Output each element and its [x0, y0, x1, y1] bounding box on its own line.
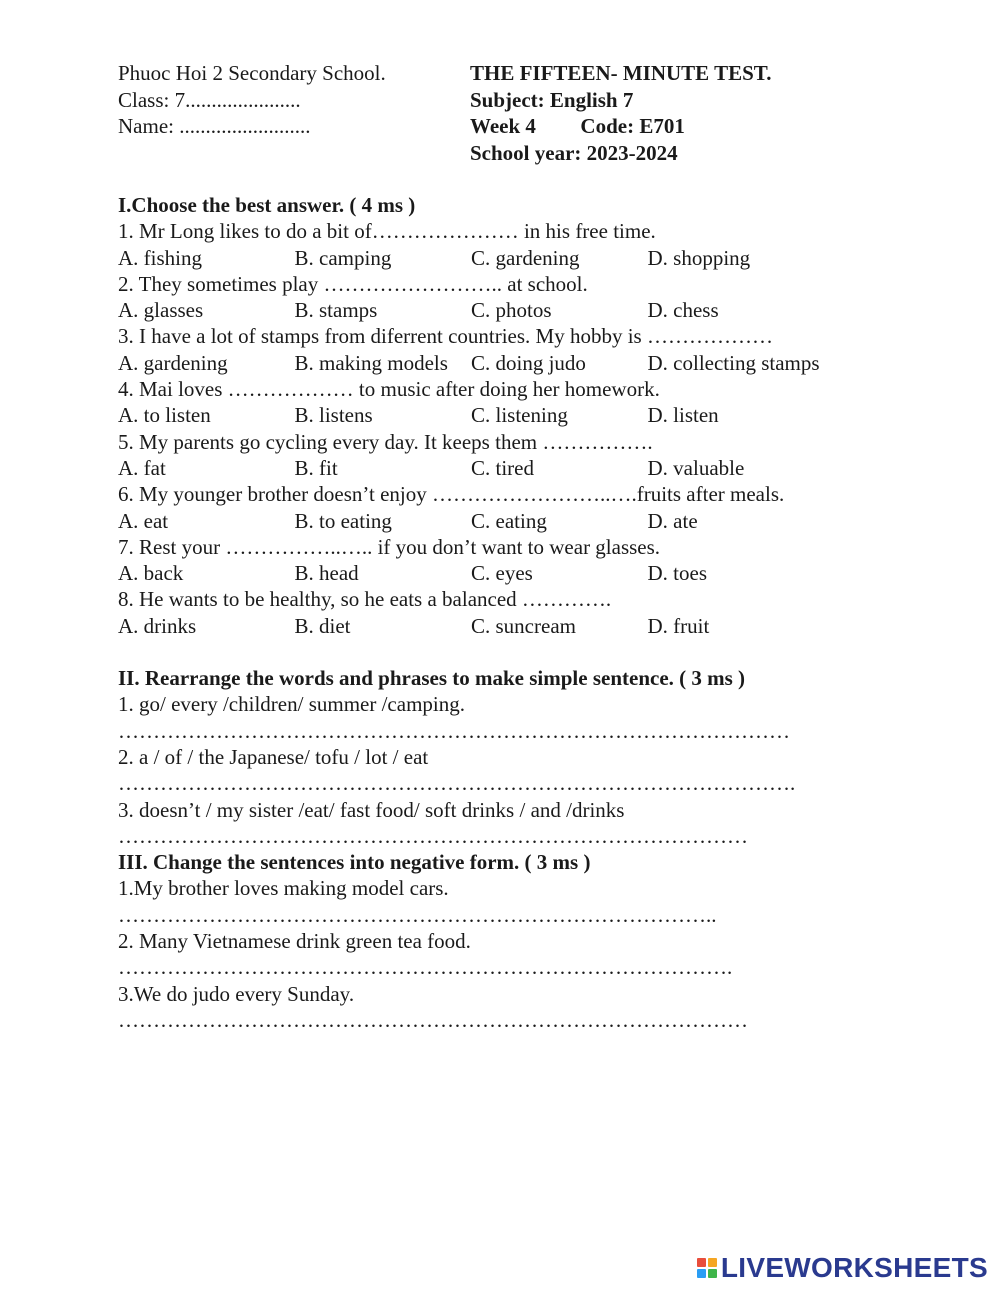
option-b[interactable]: B. camping: [294, 245, 392, 270]
test-title: THE FIFTEEN- MINUTE TEST.: [470, 61, 772, 85]
option-d[interactable]: D. listen: [647, 403, 719, 428]
answer-line[interactable]: ………………………………………………………………………………: [118, 823, 748, 848]
question: [118, 481, 898, 534]
class-field: Class: 7......................: [118, 87, 301, 112]
option-c[interactable]: C. listening: [471, 403, 568, 428]
option-c[interactable]: C. eating: [471, 508, 547, 533]
school-year: School year: 2023-2024: [470, 140, 678, 165]
option-a[interactable]: A. fishing: [118, 245, 202, 270]
option-a[interactable]: A. drinks: [118, 613, 197, 638]
question: [118, 534, 898, 587]
question-text: 8. He wants to be healthy, so he eats a balanced ………….: [118, 587, 612, 612]
options-row: [118, 613, 898, 639]
question: [118, 586, 898, 639]
question: [118, 271, 898, 324]
option-a[interactable]: A. gardening: [118, 350, 228, 375]
question-text: 6. My younger brother doesn’t enjoy ……………………..….fruits after meals.: [118, 482, 785, 507]
option-b[interactable]: B. fit: [294, 455, 338, 480]
school-name: Phuoc Hoi 2 Secondary School.: [118, 61, 386, 85]
option-a[interactable]: A. glasses: [118, 298, 204, 323]
option-b[interactable]: B. to eating: [294, 508, 392, 533]
option-b[interactable]: B. listens: [294, 403, 373, 428]
option-b[interactable]: B. diet: [294, 613, 351, 638]
question: [118, 218, 898, 271]
option-d[interactable]: D. fruit: [647, 613, 710, 638]
question-text: 1. Mr Long likes to do a bit of………………… in his free time.: [118, 219, 656, 244]
option-c[interactable]: C. gardening: [471, 245, 580, 270]
liveworksheets-brand: [697, 1252, 988, 1284]
option-b[interactable]: B. making models: [294, 350, 448, 375]
option-c[interactable]: C. photos: [471, 298, 552, 323]
question: [118, 429, 898, 482]
option-d[interactable]: D. valuable: [647, 455, 745, 480]
question-text: 5. My parents go cycling every day. It keeps them …………….: [118, 429, 653, 454]
prompt: 1. go/ every /children/ summer /camping.: [118, 692, 465, 717]
answer-line[interactable]: ……………………………………………………………………………………: [118, 718, 790, 743]
option-a[interactable]: A. eat: [118, 508, 169, 533]
brand-name: LIVEWORKSHEETS: [720, 1252, 988, 1283]
question-text: 2. They sometimes play …………………….. at school.: [118, 271, 588, 296]
worksheet: [118, 60, 898, 1033]
week-code: [470, 113, 685, 140]
options-row: [118, 455, 898, 481]
question: [118, 376, 898, 429]
option-a[interactable]: A. to listen: [118, 403, 211, 428]
option-d[interactable]: D. collecting stamps: [647, 350, 820, 375]
option-c[interactable]: C. doing judo: [471, 350, 586, 375]
section-title: II. Rearrange the words and phrases to make simple sentence. ( 3 ms ): [118, 666, 746, 691]
section-rearrange: [118, 665, 898, 849]
question-text: 3. I have a lot of stamps from diferrent countries. My hobby is ………………: [118, 324, 773, 349]
options-row: [118, 350, 898, 376]
code: Code: E701: [580, 114, 685, 138]
name-field: Name: .........................: [118, 114, 311, 138]
subject: Subject: English 7: [470, 87, 634, 112]
prompt: 1.My brother loves making model cars.: [118, 876, 449, 901]
options-row: [118, 245, 898, 271]
option-d[interactable]: D. toes: [647, 561, 707, 586]
answer-line[interactable]: …………………………………………………………………………….: [118, 955, 733, 980]
answer-line[interactable]: ………………………………………………………………………………: [118, 1007, 748, 1032]
option-d[interactable]: D. ate: [647, 508, 698, 533]
option-d[interactable]: D. shopping: [647, 245, 751, 270]
question-text: 4. Mai loves ……………… to music after doing her homework.: [118, 377, 660, 402]
options-row: [118, 297, 898, 323]
header: [118, 60, 898, 172]
answer-line[interactable]: …………………………………………………………………………..: [118, 902, 717, 927]
liveworksheets-logo-icon: [697, 1258, 717, 1278]
prompt: 2. Many Vietnamese drink green tea food.: [118, 929, 471, 954]
option-a[interactable]: A. fat: [118, 455, 166, 480]
option-c[interactable]: C. eyes: [471, 561, 533, 586]
section-title: III. Change the sentences into negative form. ( 3 ms ): [118, 850, 591, 875]
prompt: 2. a / of / the Japanese/ tofu / lot / eat: [118, 744, 429, 769]
option-b[interactable]: B. head: [294, 561, 359, 586]
week: Week 4: [470, 114, 536, 138]
prompt: 3. doesn’t / my sister /eat/ fast food/ soft drinks / and /drinks: [118, 797, 625, 822]
option-a[interactable]: A. back: [118, 561, 184, 586]
question-text: 7. Rest your ……………..….. if you don’t want to wear glasses.: [118, 534, 661, 559]
question: [118, 323, 898, 376]
options-row: [118, 402, 898, 428]
options-row: [118, 508, 898, 534]
section-title: I.Choose the best answer. ( 4 ms ): [118, 193, 416, 217]
options-row: [118, 560, 898, 586]
option-c[interactable]: C. suncream: [471, 613, 576, 638]
section-negative-form: [118, 849, 898, 1033]
option-b[interactable]: B. stamps: [294, 298, 378, 323]
prompt: 3.We do judo every Sunday.: [118, 981, 355, 1006]
section-choose-answer: [118, 192, 898, 639]
answer-line[interactable]: …………………………………………………………………………………….: [118, 771, 796, 796]
option-d[interactable]: D. chess: [647, 298, 719, 323]
option-c[interactable]: C. tired: [471, 455, 534, 480]
